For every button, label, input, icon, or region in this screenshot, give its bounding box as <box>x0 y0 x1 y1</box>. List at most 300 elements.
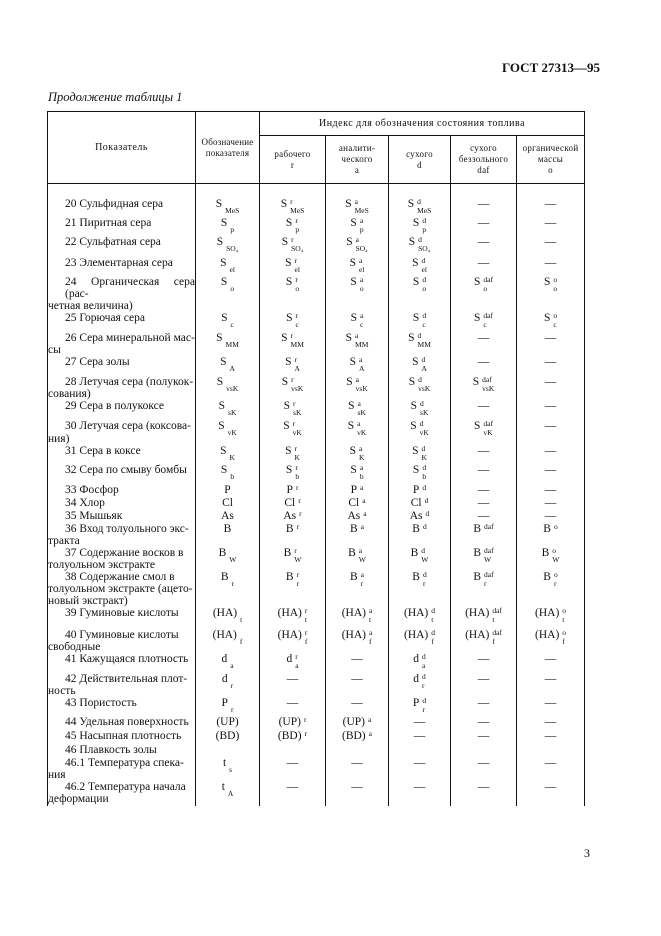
symbol <box>278 629 308 646</box>
symbol-base: S <box>350 276 357 288</box>
row-name-continuation: толуольном экстракте <box>48 558 156 571</box>
not-applicable-dash: — <box>477 444 490 457</box>
row-cell-daf <box>451 629 517 653</box>
not-applicable-dash: — <box>477 236 490 248</box>
row-name <box>48 629 196 653</box>
symbol-superscript: o <box>562 606 567 615</box>
symbol-base: S <box>410 420 417 433</box>
row-cell-d <box>389 547 451 571</box>
symbol-superscript: d <box>422 672 426 682</box>
not-applicable-dash: — <box>286 673 299 686</box>
symbol-base: S <box>218 420 225 433</box>
symbol-subscript: f <box>368 637 372 646</box>
symbol <box>346 376 368 393</box>
symbol-subscript: vsK <box>226 384 239 394</box>
symbol-superscript <box>240 629 243 636</box>
row-cell-r <box>260 629 326 653</box>
row-cell-a <box>326 257 389 276</box>
symbol-subscript: vsK <box>482 384 495 394</box>
row-cell-a <box>326 629 389 653</box>
symbol-superscript: a <box>358 355 363 365</box>
symbol <box>285 445 300 462</box>
symbol-subscript: MeS <box>225 206 240 215</box>
symbol-superscript <box>228 781 233 788</box>
row-cell-r <box>260 730 326 744</box>
row-name-continuation: толуольном экстракте (ацето- <box>48 582 193 595</box>
row-cell-a <box>326 356 389 376</box>
symbol <box>221 312 234 329</box>
table-row <box>48 276 585 312</box>
not-applicable-dash: — <box>544 257 557 269</box>
symbol-base: Cl <box>410 496 422 509</box>
row-name-continuation: свободные <box>48 641 101 654</box>
symbol <box>351 484 364 496</box>
row-cell-daf <box>451 607 517 629</box>
row-name <box>48 673 196 697</box>
symbol <box>409 236 431 253</box>
row-name-continuation: четная величина) <box>48 300 133 313</box>
row-name <box>48 312 196 332</box>
symbol-superscript: d <box>422 462 427 472</box>
symbol-subscript: t <box>240 615 243 624</box>
symbol-base: S <box>408 332 415 345</box>
row-cell-daf <box>451 744 517 757</box>
row-name-line: 30 Летучая сера (коксова- <box>65 420 191 433</box>
symbol-superscript: daf <box>482 375 492 385</box>
symbol-superscript: r <box>304 729 308 739</box>
symbol <box>278 730 307 742</box>
row-cell-r <box>260 744 326 757</box>
symbol <box>220 257 235 274</box>
symbol-base: S <box>474 312 481 325</box>
symbol-superscript: o <box>553 275 558 284</box>
symbol-subscript: el <box>229 265 235 274</box>
symbol-subscript: r <box>422 705 425 715</box>
not-applicable-dash: — <box>477 730 490 743</box>
symbol-base: B <box>220 570 229 583</box>
row-symbol <box>196 356 260 376</box>
row-cell-d <box>389 730 451 744</box>
symbol-base: B <box>412 570 420 583</box>
symbol-base: S <box>408 376 416 389</box>
symbol-base: B <box>223 522 232 535</box>
symbol <box>412 356 427 373</box>
symbol-subscript: f <box>492 637 495 646</box>
symbol <box>350 257 365 274</box>
header-state-label: аналити-ческого <box>338 143 376 165</box>
not-applicable-dash: — <box>351 781 363 794</box>
symbol-subscript: MM <box>225 340 239 350</box>
row-name-continuation: тракта <box>48 534 80 547</box>
not-applicable-dash: — <box>413 781 426 794</box>
symbol-base: S <box>350 217 357 229</box>
symbol <box>411 497 429 509</box>
row-cell-o <box>517 464 585 484</box>
symbol-superscript: a <box>359 216 364 225</box>
row-name <box>48 571 196 607</box>
row-name <box>48 653 196 673</box>
row-symbol <box>196 445 260 464</box>
symbol-subscript: b <box>295 471 300 481</box>
symbol-superscript: daf <box>484 521 494 531</box>
row-symbol <box>196 510 260 523</box>
symbol-superscript: r <box>295 462 298 472</box>
symbol-base: S <box>412 312 420 325</box>
row-cell-o <box>517 716 585 730</box>
row-cell-o <box>517 332 585 356</box>
row-symbol <box>196 484 260 497</box>
symbol-subscript: MeS <box>354 206 369 215</box>
not-applicable-dash: — <box>544 217 557 229</box>
row-cell-r <box>260 547 326 571</box>
symbol-base: d <box>413 673 419 686</box>
symbol-superscript: r <box>295 652 298 662</box>
symbol-subscript: o <box>422 284 427 293</box>
table-row <box>48 217 585 236</box>
symbol-superscript <box>226 376 238 383</box>
symbol-superscript: d <box>422 275 427 284</box>
not-applicable-dash: — <box>477 400 490 413</box>
symbol <box>218 420 237 437</box>
symbol-subscript <box>305 737 308 739</box>
not-applicable-dash: — <box>477 198 490 210</box>
row-cell-r <box>260 571 326 607</box>
row-symbol <box>196 217 260 236</box>
symbol-base: S <box>345 332 353 345</box>
symbol-base: S <box>408 236 416 248</box>
symbol <box>224 484 230 496</box>
header-state-label: сухого беззольного <box>458 143 509 165</box>
header-state-label: рабочего <box>274 148 311 159</box>
symbol-subscript: p <box>359 225 364 234</box>
symbol-superscript: a <box>363 508 367 518</box>
not-applicable-dash: — <box>351 757 363 770</box>
symbol <box>542 547 560 564</box>
symbol <box>404 607 435 624</box>
row-symbol <box>196 547 260 571</box>
symbol-base: (UP) <box>342 716 366 729</box>
row-symbol <box>196 781 260 805</box>
symbol-superscript <box>240 607 242 614</box>
row-cell-d <box>389 257 451 276</box>
row-symbol <box>196 697 260 716</box>
symbol-subscript: vsK <box>355 384 368 394</box>
symbol-subscript: MM <box>417 340 431 350</box>
symbol <box>412 571 426 588</box>
symbol-subscript: vK <box>483 428 493 438</box>
symbol-base: (HA) <box>212 607 238 619</box>
symbol <box>535 607 566 624</box>
header-param: Показатель <box>48 112 196 184</box>
symbol-base: (HA) <box>341 607 366 619</box>
symbol-superscript: o <box>552 545 557 555</box>
row-name <box>48 484 196 497</box>
row-name <box>48 547 196 571</box>
symbol-superscript: o <box>553 569 558 579</box>
row-cell-d <box>389 276 451 312</box>
row-cell-o <box>517 547 585 571</box>
symbol <box>342 730 372 742</box>
not-applicable-dash: — <box>544 781 557 794</box>
not-applicable-dash: — <box>477 332 490 345</box>
symbol <box>219 547 237 564</box>
symbol <box>286 571 299 588</box>
symbol-superscript <box>226 332 239 339</box>
row-cell-r <box>260 332 326 356</box>
symbol-subscript: W <box>421 554 429 564</box>
row-cell-daf <box>451 653 517 673</box>
symbol-superscript: daf <box>492 628 502 637</box>
symbol-superscript: o <box>562 628 567 637</box>
symbol <box>221 217 234 234</box>
symbol-subscript: a <box>295 661 299 671</box>
row-name <box>48 236 196 257</box>
row-cell-daf <box>451 312 517 332</box>
row-cell-a <box>326 198 389 217</box>
row-cell-d <box>389 464 451 484</box>
not-applicable-dash: — <box>477 257 490 269</box>
symbol <box>221 653 233 670</box>
symbol-subscript: sK <box>228 408 237 418</box>
symbol-base: S <box>346 236 353 248</box>
row-name-line: 32 Сера по смыву бомбы <box>65 463 187 476</box>
row-name-line: 27 Сера золы <box>65 356 130 369</box>
symbol-base: d <box>221 673 228 686</box>
symbol-subscript <box>304 723 307 725</box>
symbol-subscript: el <box>421 265 427 274</box>
symbol <box>535 629 566 646</box>
symbol <box>412 523 426 535</box>
symbol-subscript <box>362 504 365 506</box>
row-cell-a <box>326 781 389 805</box>
row-symbol <box>196 673 260 697</box>
row-name <box>48 523 196 547</box>
symbol-base: d <box>286 653 293 666</box>
row-name <box>48 744 196 757</box>
symbol <box>465 629 502 646</box>
header-state-daf <box>451 136 517 184</box>
symbol <box>223 757 232 774</box>
row-cell-d <box>389 673 451 697</box>
symbol-subscript: r <box>422 578 426 588</box>
symbol-subscript: c <box>483 320 487 330</box>
row-name-continuation: новый экстракт) <box>48 594 128 607</box>
symbol <box>283 510 301 522</box>
symbol <box>213 607 242 624</box>
symbol-base: B <box>218 546 227 559</box>
row-cell-d <box>389 607 451 629</box>
symbol-subscript: A <box>227 789 234 799</box>
row-cell-d <box>389 497 451 510</box>
table-row <box>48 730 585 744</box>
symbol-subscript <box>363 517 366 519</box>
not-applicable-dash: — <box>477 496 490 509</box>
row-cell-d <box>389 332 451 356</box>
symbol <box>284 400 302 417</box>
symbol-superscript <box>229 356 234 363</box>
row-cell-a <box>326 376 389 400</box>
symbol-base: (HA) <box>403 629 429 641</box>
row-name-line: 43 Пористость <box>65 697 137 710</box>
row-cell-daf <box>451 497 517 510</box>
row-name <box>48 332 196 356</box>
symbol <box>281 332 304 349</box>
row-cell-daf <box>451 697 517 716</box>
row-symbol <box>196 257 260 276</box>
row-cell-d <box>389 445 451 464</box>
not-applicable-dash: — <box>544 673 557 686</box>
row-cell-a <box>326 464 389 484</box>
row-cell-daf <box>451 217 517 236</box>
row-cell-r <box>260 376 326 400</box>
symbol-subscript: SO₄ <box>355 244 368 253</box>
symbol-base: (HA) <box>277 607 302 619</box>
row-name-line: 46.2 Температура начала <box>65 781 186 794</box>
symbol-subscript: f <box>239 637 243 646</box>
symbol-superscript: r <box>295 311 299 321</box>
symbol <box>213 629 243 646</box>
indices-table <box>47 111 585 806</box>
symbol-base: S <box>285 217 293 229</box>
symbol-base: (HA) <box>535 629 560 641</box>
row-name <box>48 781 196 805</box>
header-state-d <box>389 136 451 184</box>
symbol-base: Cl <box>222 496 233 509</box>
not-applicable-dash: — <box>544 463 557 476</box>
symbol <box>411 547 429 564</box>
row-cell-a <box>326 716 389 730</box>
symbol <box>413 673 426 690</box>
row-cell-daf <box>451 376 517 400</box>
symbol <box>410 420 429 437</box>
symbol-superscript: r <box>294 256 297 265</box>
symbol-superscript: d <box>421 545 426 555</box>
symbol-subscript: p <box>295 225 300 234</box>
not-applicable-dash: — <box>544 236 557 248</box>
row-name <box>48 697 196 716</box>
row-cell-r <box>260 673 326 697</box>
not-applicable-dash: — <box>544 757 557 770</box>
symbol-base: S <box>285 444 292 457</box>
row-cell-a <box>326 744 389 757</box>
symbol <box>220 445 235 462</box>
table-row <box>48 629 585 653</box>
row-cell-d <box>389 312 451 332</box>
symbol <box>343 716 372 728</box>
row-name <box>48 257 196 276</box>
symbol-base: S <box>474 276 481 288</box>
row-cell-d <box>389 629 451 653</box>
symbol <box>474 276 493 293</box>
symbol-base: S <box>216 376 224 389</box>
row-name <box>48 217 196 236</box>
symbol-subscript: c <box>422 320 426 330</box>
row-name-line: 38 Содержание смол в <box>65 570 175 583</box>
table-row <box>48 445 585 464</box>
row-name <box>48 376 196 400</box>
symbol <box>543 523 557 535</box>
row-cell-daf <box>451 523 517 547</box>
symbol-base: P <box>350 483 358 496</box>
symbol-superscript <box>230 217 234 224</box>
symbol <box>219 400 237 417</box>
table-row <box>48 744 585 757</box>
row-symbol <box>196 571 260 607</box>
symbol <box>285 257 300 274</box>
row-symbol <box>196 276 260 312</box>
symbol <box>346 332 369 349</box>
row-cell-a <box>326 607 389 629</box>
symbol <box>282 376 304 393</box>
row-symbol <box>196 420 260 444</box>
row-name <box>48 497 196 510</box>
symbol-base: S <box>283 400 291 413</box>
not-applicable-dash: — <box>544 697 557 710</box>
row-cell-daf <box>451 400 517 420</box>
row-cell-o <box>517 484 585 497</box>
symbol-superscript: r <box>291 375 294 385</box>
symbol-base: B <box>285 570 294 583</box>
table-row <box>48 484 585 497</box>
symbol <box>350 523 364 535</box>
not-applicable-dash: — <box>477 716 490 729</box>
symbol-base: (HA) <box>465 607 490 619</box>
row-cell-d <box>389 697 451 716</box>
row-cell-o <box>517 510 585 523</box>
row-name <box>48 510 196 523</box>
row-cell-r <box>260 257 326 276</box>
row-cell-o <box>517 697 585 716</box>
table-row <box>48 510 585 523</box>
row-cell-a <box>326 420 389 444</box>
row-cell-daf <box>451 276 517 312</box>
symbol-base: S <box>412 356 419 369</box>
row-cell-r <box>260 607 326 629</box>
symbol <box>285 356 300 373</box>
symbol-subscript <box>298 504 301 506</box>
symbol-subscript: W <box>294 554 302 564</box>
row-name-continuation: сы <box>48 344 61 357</box>
symbol-subscript: MM <box>355 340 369 350</box>
symbol-base: S <box>215 198 223 210</box>
not-applicable-dash: — <box>544 509 557 522</box>
symbol-subscript: sK <box>293 408 302 418</box>
symbol-subscript: p <box>422 225 427 234</box>
row-cell-d <box>389 376 451 400</box>
row-name-continuation: ность <box>48 685 76 698</box>
symbol <box>221 464 234 481</box>
symbol-superscript: a <box>368 729 372 739</box>
symbol-superscript: o <box>553 521 558 531</box>
symbol-superscript: d <box>422 482 427 492</box>
symbol-superscript: d <box>421 256 426 265</box>
symbol-subscript: el <box>358 265 365 274</box>
not-applicable-dash: — <box>477 781 490 794</box>
row-cell-r <box>260 653 326 673</box>
symbol <box>409 376 431 393</box>
symbol <box>350 276 363 293</box>
symbol-subscript: o <box>553 284 558 293</box>
symbol-subscript <box>296 491 299 493</box>
row-symbol <box>196 236 260 257</box>
symbol-base: P <box>412 697 420 710</box>
row-cell-r <box>260 400 326 420</box>
row-name-line: 46 Плавкость золы <box>65 744 157 757</box>
symbol-base: B <box>543 570 551 583</box>
symbol-base: (HA) <box>403 607 429 619</box>
symbol-subscript: vsK <box>418 384 431 394</box>
symbol-base: S <box>543 312 551 325</box>
